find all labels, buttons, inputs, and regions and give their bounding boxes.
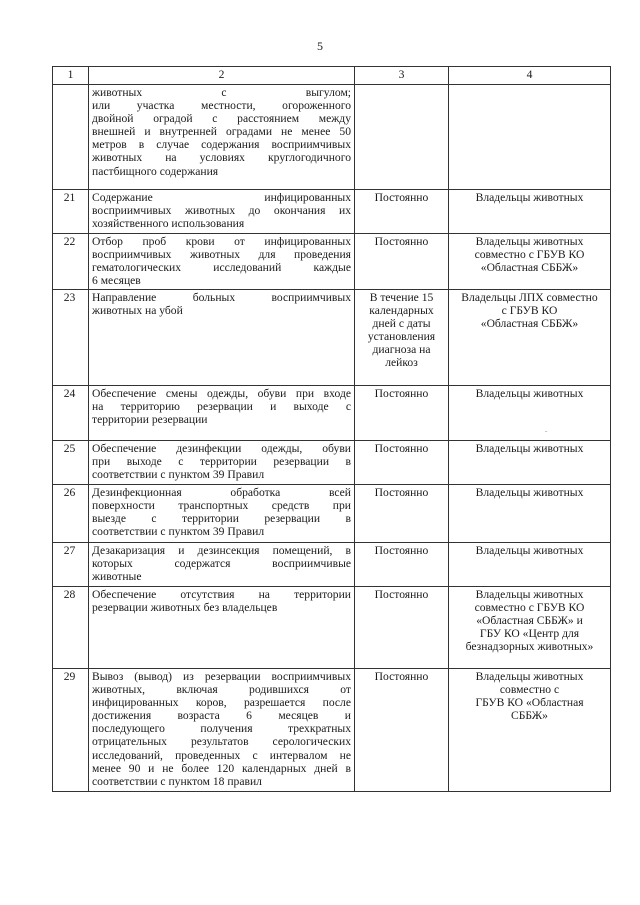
deadline-cell (355, 190, 449, 234)
deadline-cell (355, 441, 449, 485)
description-line: соответствии с пунктом 39 Правил (92, 525, 265, 539)
table-row (53, 587, 611, 669)
table-row (53, 669, 611, 792)
deadline-line: календарных (369, 304, 434, 318)
description-line: достижения возраста 6 месяцев и (92, 709, 351, 723)
measure-description (89, 485, 355, 543)
table-row (53, 543, 611, 587)
responsible-cell (449, 543, 611, 587)
measure-description (89, 386, 355, 441)
deadline-line: диагноза на (372, 343, 431, 357)
description-line: резервации животных без владельцев (92, 601, 278, 615)
deadline-line: дней с даты (372, 317, 431, 331)
responsible-cell (449, 441, 611, 485)
table-row (53, 190, 611, 234)
row-number: 26 (53, 485, 89, 543)
description-line: отрицательных результатов серологических (92, 735, 351, 749)
description-line: Обеспечение смены одежды, обуви при входе (92, 387, 351, 400)
description-line: исследований, проведенных с интервалом не (92, 748, 351, 762)
deadline-cell (355, 85, 449, 190)
responsible-cell (449, 485, 611, 543)
responsible-line: «Областная СББЖ» (480, 261, 579, 275)
deadline-line: Постоянно (374, 486, 429, 499)
deadline-cell (355, 290, 449, 386)
responsible-cell (449, 85, 611, 190)
responsible-line: ГБУВ КО «Областная (475, 696, 584, 710)
row-number (53, 85, 89, 190)
description-line: соответствии с пунктом 39 Правил (92, 468, 265, 482)
description-line: при выходе с территории резервации в (92, 455, 351, 469)
measure-description (89, 669, 355, 792)
table-row (53, 441, 611, 485)
responsible-cell (449, 290, 611, 386)
header-cell-3: 3 (355, 67, 449, 85)
responsible-line: безнадзорных животных» (465, 640, 594, 654)
description-line: животных, включая родившихся от (92, 683, 351, 697)
responsible-line: Владельцы животных (475, 544, 584, 557)
responsible-line: ГБУ КО «Центр для (479, 627, 580, 641)
responsible-cell (449, 190, 611, 234)
responsible-cell (449, 234, 611, 290)
description-line: Вывоз (вывод) из резервации восприимчивых (92, 670, 351, 683)
deadline-cell (355, 587, 449, 669)
responsible-line: Владельцы животных (475, 387, 584, 400)
description-line: поверхности транспортных средств при (92, 499, 351, 513)
description-line: менее 90 и не более 120 календарных дней в (92, 761, 351, 775)
description-line: восприимчивых животных до окончания их (92, 204, 351, 218)
table-row (53, 85, 611, 190)
description-line: инфицированных коров, разрешается после (92, 696, 351, 710)
measure-description (89, 190, 355, 234)
description-line: внешней и внутренней оградами не менее 50 (92, 125, 351, 139)
description-line: которых содержатся восприимчивые (92, 557, 351, 571)
deadline-line: В течение 15 (369, 291, 434, 304)
deadline-line: установления (367, 330, 436, 344)
deadline-cell (355, 234, 449, 290)
row-number: 27 (53, 543, 89, 587)
responsible-line: совместно с ГБУВ КО (474, 248, 585, 262)
description-line: Обеспечение дезинфекции одежды, обуви (92, 442, 351, 455)
deadline-line: Постоянно (374, 387, 429, 400)
row-number: 29 (53, 669, 89, 792)
description-line: Дезакаризация и дезинсекция помещений, в (92, 544, 351, 557)
measure-description (89, 290, 355, 386)
table-row (53, 386, 611, 441)
description-line: метров в случае содержания восприимчивых (92, 138, 351, 152)
deadline-cell (355, 669, 449, 792)
description-line: двойной оградой с расстоянием между (92, 112, 351, 126)
description-line: Отбор проб крови от инфицированных (92, 235, 351, 248)
row-number: 28 (53, 587, 89, 669)
description-line: Содержание инфицированных (92, 191, 351, 204)
responsible-line: Владельцы ЛПХ совместно (461, 291, 598, 304)
responsible-line: Владельцы животных (475, 486, 584, 499)
description-line: соответствии с пунктом 18 правил (92, 774, 262, 788)
deadline-cell (355, 386, 449, 441)
measure-description (89, 441, 355, 485)
page-number: 5 (317, 39, 323, 53)
measure-description (89, 587, 355, 669)
description-line: восприимчивых животных для проведения (92, 248, 351, 262)
deadline-line: Постоянно (374, 544, 429, 557)
header-cell-4: 4 (449, 67, 611, 85)
row-number: 25 (53, 441, 89, 485)
responsible-cell (449, 386, 611, 441)
description-line: Обеспечение отсутствия на территории (92, 588, 351, 601)
deadline-line: Постоянно (374, 670, 429, 683)
responsible-line: «Областная СББЖ» и (476, 614, 583, 628)
responsible-cell (449, 669, 611, 792)
table-header-row (53, 67, 611, 85)
description-line: животных на убой (92, 304, 183, 318)
responsible-line: Владельцы животных (475, 670, 584, 683)
description-line: Направление больных восприимчивых (92, 291, 351, 304)
description-line: животные (92, 570, 142, 584)
description-line: животных с выгулом; (92, 86, 351, 99)
header-cell-1: 1 (53, 67, 89, 85)
description-line: на территорию резервации и выходе с (92, 400, 351, 414)
deadline-line: Постоянно (374, 235, 429, 248)
description-line: последующего получения трехкратных (92, 722, 351, 736)
responsible-line: совместно с ГБУВ КО (474, 601, 585, 615)
description-line: пастбищного содержания (92, 164, 219, 178)
deadline-line: Постоянно (374, 442, 429, 455)
description-line: 6 месяцев (92, 274, 141, 288)
table-row (53, 234, 611, 290)
description-line: выезде с территории резервации в (92, 512, 351, 526)
responsible-line: Владельцы животных (475, 191, 584, 204)
deadline-line: Постоянно (374, 191, 429, 204)
description-line: животных на условиях круглогодичного (92, 151, 351, 165)
header-cell-2: 2 (89, 67, 355, 85)
row-number: 24 (53, 386, 89, 441)
description-line: или участка местности, огороженного (92, 99, 351, 113)
responsible-line: совместно с (499, 683, 560, 697)
scan-mark: ˇ (545, 430, 548, 438)
measures-table (52, 66, 611, 792)
table-row (53, 485, 611, 543)
measure-description (89, 543, 355, 587)
measure-description (89, 85, 355, 190)
description-line: хозяйственного использования (92, 217, 245, 231)
responsible-line: Владельцы животных (475, 588, 584, 601)
row-number: 21 (53, 190, 89, 234)
responsible-line: с ГБУВ КО (501, 304, 558, 318)
row-number: 22 (53, 234, 89, 290)
responsible-line: Владельцы животных (475, 235, 584, 248)
deadline-cell (355, 543, 449, 587)
deadline-line: Постоянно (374, 588, 429, 601)
table-row (53, 290, 611, 386)
deadline-line: лейкоз (385, 356, 418, 370)
responsible-line: «Областная СББЖ» (480, 317, 579, 331)
responsible-line: Владельцы животных (475, 442, 584, 455)
responsible-line: СББЖ» (511, 709, 548, 723)
description-line: Дезинфекционная обработка всей (92, 486, 351, 499)
description-line: гематологических исследований каждые (92, 261, 351, 275)
measure-description (89, 234, 355, 290)
responsible-cell (449, 587, 611, 669)
description-line: территории резервации (92, 413, 208, 427)
row-number: 23 (53, 290, 89, 386)
deadline-cell (355, 485, 449, 543)
